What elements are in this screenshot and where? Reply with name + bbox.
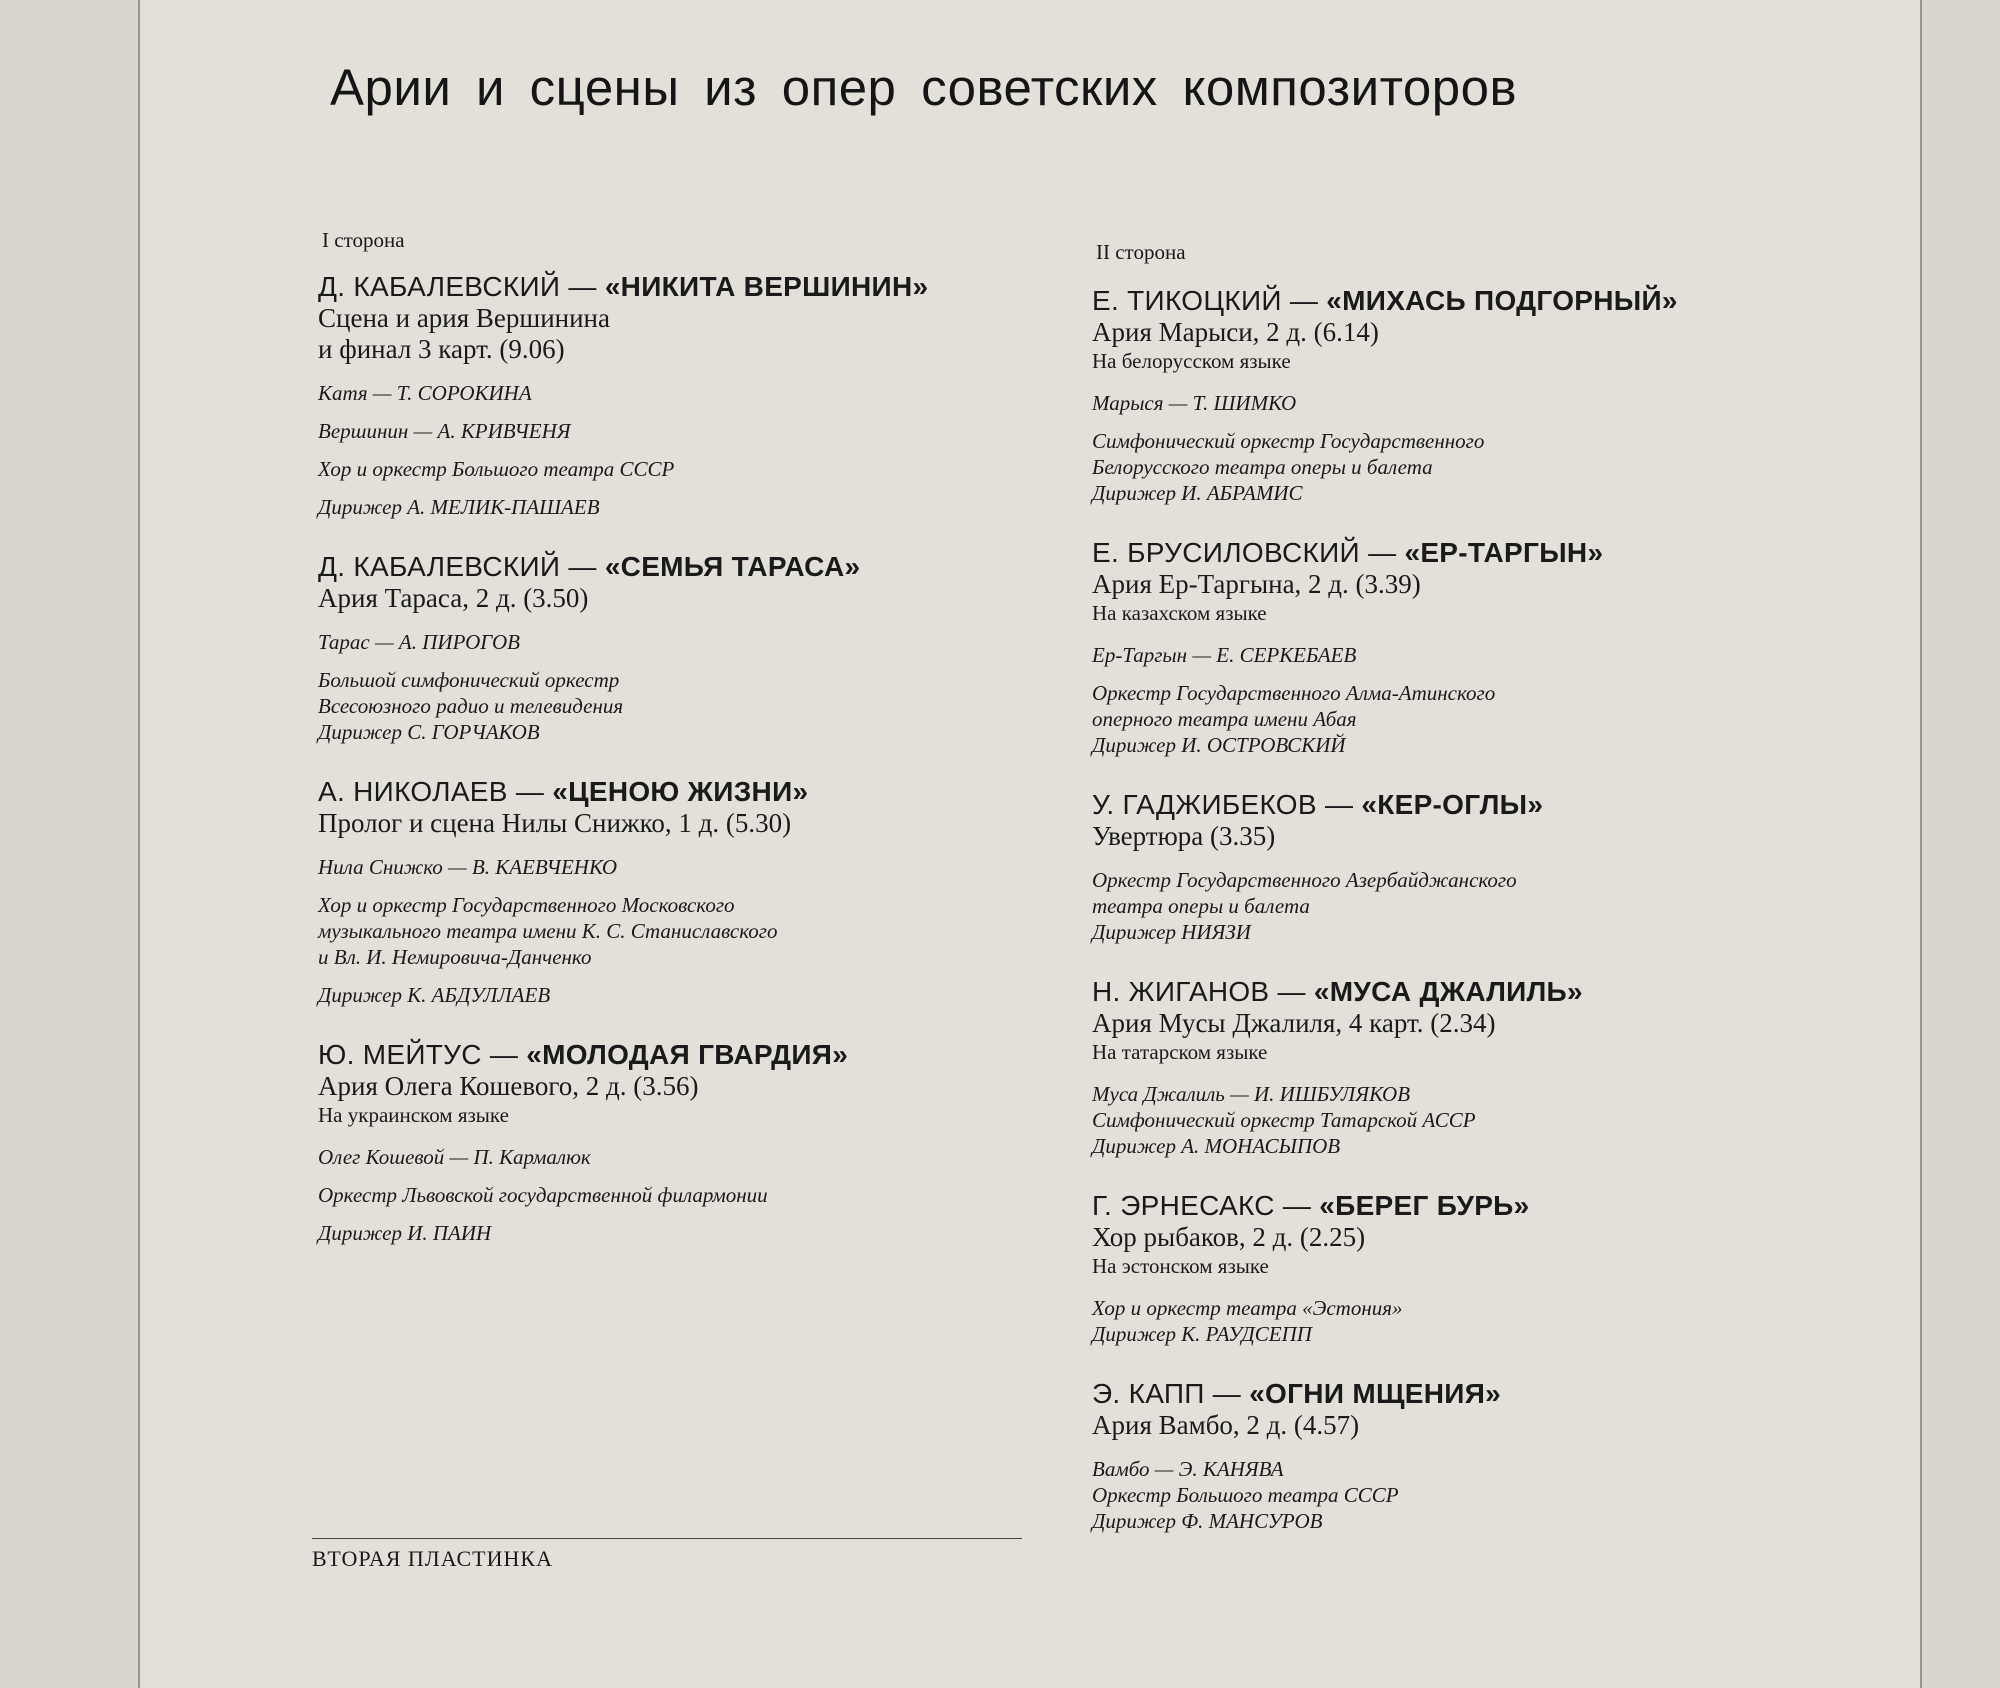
performer-credits [1092, 1081, 1812, 1159]
track-block [1092, 537, 1812, 758]
side-one-label: I сторона [322, 228, 405, 252]
dash-separator: — [1204, 1378, 1250, 1409]
track-heading [1092, 285, 1812, 317]
credit-group [1092, 1456, 1812, 1534]
opera-title: «МУСА ДЖАЛИЛЬ» [1313, 976, 1583, 1007]
credit-group [318, 1220, 1038, 1246]
side-two-column [1092, 240, 1812, 1565]
credit-group [1092, 428, 1812, 506]
credit-line: Оркестр Львовской государственной филармонии [318, 1183, 768, 1207]
track-heading [1092, 1190, 1812, 1222]
credit-group [318, 456, 1038, 482]
credit-group [1092, 390, 1812, 416]
credit-group [1092, 1295, 1812, 1347]
credit-line: оперного театра имени Абая [1092, 707, 1357, 731]
composer-name: Н. ЖИГАНОВ [1092, 976, 1270, 1007]
credit-line: Оркестр Государственного Алма-Атинского [1092, 681, 1496, 705]
footer-divider [312, 1538, 1022, 1539]
credit-line: Вершинин — А. КРИВЧЕНЯ [318, 419, 571, 443]
credit-group [318, 380, 1038, 406]
performer-credits [318, 629, 1038, 745]
credit-group [1092, 867, 1812, 945]
track-heading [318, 1039, 1038, 1071]
performer-credits [1092, 1456, 1812, 1534]
composer-name: Е. ТИКОЦКИЙ [1092, 285, 1282, 316]
credit-line: Ер-Таргын — Е. СЕРКЕБАЕВ [1092, 643, 1357, 667]
credit-group [1092, 680, 1812, 758]
track-block [1092, 976, 1812, 1159]
credit-line: Большой симфонический оркестр [318, 668, 620, 692]
dash-separator: — [507, 776, 553, 807]
credit-line: Дирижер НИЯЗИ [1092, 920, 1251, 944]
work-description: Ария Мусы Джалиля, 4 карт. (2.34) [1092, 1008, 1496, 1038]
credit-line: театра оперы и балета [1092, 894, 1310, 918]
dash-separator: — [560, 271, 605, 302]
credit-line: Дирижер А. МОНАСЫПОВ [1092, 1134, 1341, 1158]
credit-group [318, 892, 1038, 970]
opera-title: «БЕРЕГ БУРЬ» [1319, 1190, 1530, 1221]
work-description: Ария Вамбо, 2 д. (4.57) [1092, 1410, 1360, 1440]
credit-line: Симфонический оркестр Татарской АССР [1092, 1108, 1476, 1132]
track-heading [1092, 976, 1812, 1008]
opera-title: «КЕР-ОГЛЫ» [1361, 789, 1544, 820]
composer-name: А. НИКОЛАЕВ [318, 776, 508, 807]
track-heading [1092, 537, 1812, 569]
credit-group [1092, 642, 1812, 668]
opera-title: «ЕР-ТАРГЫН» [1404, 537, 1604, 568]
credit-group [318, 494, 1038, 520]
credit-group [1092, 1081, 1812, 1159]
track-block [1092, 789, 1812, 945]
composer-name: Г. ЭРНЕСАКС [1092, 1190, 1275, 1221]
composer-name: Э. КАПП [1092, 1378, 1205, 1409]
performer-credits [318, 1144, 1038, 1246]
page-title: Арии и сцены из опер советских композиторов [330, 59, 1518, 116]
credit-line: и Вл. И. Немировича-Данченко [318, 945, 592, 969]
work-description: Увертюра (3.35) [1092, 821, 1276, 851]
footer-note: ВТОРАЯ ПЛАСТИНКА [312, 1546, 553, 1571]
composer-name: Д. КАБАЛЕВСКИЙ [318, 551, 561, 582]
credit-line: Дирижер С. ГОРЧАКОВ [318, 720, 540, 744]
credit-line: Олег Кошевой — П. Кармалюк [318, 1145, 591, 1169]
track-block [318, 271, 1038, 520]
opera-title: «ОГНИ МЩЕНИЯ» [1249, 1378, 1502, 1409]
work-description: Ария Олега Кошевого, 2 д. (3.56) [318, 1071, 699, 1101]
track-heading [318, 551, 1038, 583]
track-block [318, 551, 1038, 745]
credit-line: Вамбо — Э. КАНЯВА [1092, 1457, 1284, 1481]
credit-line: Марыся — Т. ШИМКО [1092, 391, 1297, 415]
credit-line: Дирижер И. ПАИН [318, 1221, 492, 1245]
track-heading [318, 271, 1038, 303]
track-block [318, 776, 1038, 1008]
dash-separator: — [1274, 1190, 1320, 1221]
performer-credits [1092, 1295, 1812, 1347]
opera-title: «МОЛОДАЯ ГВАРДИЯ» [526, 1039, 849, 1070]
credit-group [318, 629, 1038, 655]
dash-separator: — [481, 1039, 527, 1070]
track-block [318, 1039, 1038, 1246]
track-block [1092, 1190, 1812, 1347]
track-block [1092, 285, 1812, 506]
composer-name: Д. КАБАЛЕВСКИЙ [318, 271, 561, 302]
credit-line: Дирижер К. РАУДСЕПП [1092, 1322, 1312, 1346]
dash-separator: — [560, 551, 605, 582]
performer-credits [318, 854, 1038, 1008]
credit-line: Тарас — А. ПИРОГОВ [318, 630, 520, 654]
track-heading [1092, 789, 1812, 821]
credit-group [318, 982, 1038, 1008]
credit-line: Симфонический оркестр Государственного [1092, 429, 1485, 453]
credit-line: Нила Снижко — В. КАЕВЧЕНКО [318, 855, 618, 879]
credit-group [318, 418, 1038, 444]
work-description: и финал 3 карт. (9.06) [318, 334, 565, 364]
composer-name: У. ГАДЖИБЕКОВ [1092, 789, 1317, 820]
credit-line: Катя — Т. СОРОКИНА [318, 381, 532, 405]
credit-group [318, 1144, 1038, 1170]
work-description: Ария Марыси, 2 д. (6.14) [1092, 317, 1379, 347]
track-heading [318, 776, 1038, 808]
credit-group [318, 667, 1038, 745]
credit-line: Хор и оркестр Большого театра СССР [318, 457, 675, 481]
credit-group [318, 1182, 1038, 1208]
credit-line: Дирижер И. АБРАМИС [1092, 481, 1303, 505]
credit-line: Всесоюзного радио и телевидения [318, 694, 624, 718]
language-note: На казахском языке [1092, 601, 1267, 625]
credit-line: Дирижер Ф. МАНСУРОВ [1092, 1509, 1323, 1533]
performer-credits [1092, 642, 1812, 758]
work-description: Хор рыбаков, 2 д. (2.25) [1092, 1222, 1366, 1252]
side-two-tracklist [1092, 285, 1812, 1534]
composer-name: Е. БРУСИЛОВСКИЙ [1092, 537, 1360, 568]
side-one-tracklist [318, 271, 1038, 1246]
credit-line: Дирижер А. МЕЛИК-ПАШАЕВ [318, 495, 600, 519]
opera-title: «ЦЕНОЮ ЖИЗНИ» [552, 776, 809, 807]
dash-separator: — [1359, 537, 1405, 568]
side-two-label: II сторона [1096, 240, 1186, 264]
performer-credits [1092, 867, 1812, 945]
work-description: Ария Тараса, 2 д. (3.50) [318, 583, 589, 613]
dash-separator: — [1316, 789, 1362, 820]
performer-credits [318, 380, 1038, 520]
performer-credits [1092, 390, 1812, 506]
credit-line: Дирижер К. АБДУЛЛАЕВ [318, 983, 551, 1007]
language-note: На татарском языке [1092, 1040, 1268, 1064]
credit-line: Хор и оркестр театра «Эстония» [1092, 1296, 1403, 1320]
track-block [1092, 1378, 1812, 1534]
dash-separator: — [1281, 285, 1327, 316]
credit-line: Белорусского театра оперы и балета [1092, 455, 1433, 479]
credit-line: Хор и оркестр Государственного Московского [318, 893, 735, 917]
credit-line: музыкального театра имени К. С. Станиславского [318, 919, 778, 943]
credit-group [318, 854, 1038, 880]
dash-separator: — [1269, 976, 1314, 1007]
language-note: На украинском языке [318, 1103, 509, 1127]
opera-title: «МИХАСЬ ПОДГОРНЫЙ» [1326, 285, 1678, 316]
side-one-column [318, 228, 1038, 1277]
credit-line: Оркестр Большого театра СССР [1092, 1483, 1399, 1507]
work-description: Пролог и сцена Нилы Снижко, 1 д. (5.30) [318, 808, 792, 838]
work-description: Ария Ер-Таргына, 2 д. (3.39) [1092, 569, 1421, 599]
track-heading [1092, 1378, 1812, 1410]
credit-line: Дирижер И. ОСТРОВСКИЙ [1092, 733, 1346, 757]
composer-name: Ю. МЕЙТУС [318, 1039, 482, 1070]
credit-line: Муса Джалиль — И. ИШБУЛЯКОВ [1092, 1082, 1411, 1106]
credit-line: Оркестр Государственного Азербайджанского [1092, 868, 1517, 892]
work-description: Сцена и ария Вершинина [318, 303, 610, 333]
opera-title: «НИКИТА ВЕРШИНИН» [604, 271, 929, 302]
opera-title: «СЕМЬЯ ТАРАСА» [604, 551, 861, 582]
language-note: На эстонском языке [1092, 1254, 1269, 1278]
language-note: На белорусском языке [1092, 349, 1291, 373]
